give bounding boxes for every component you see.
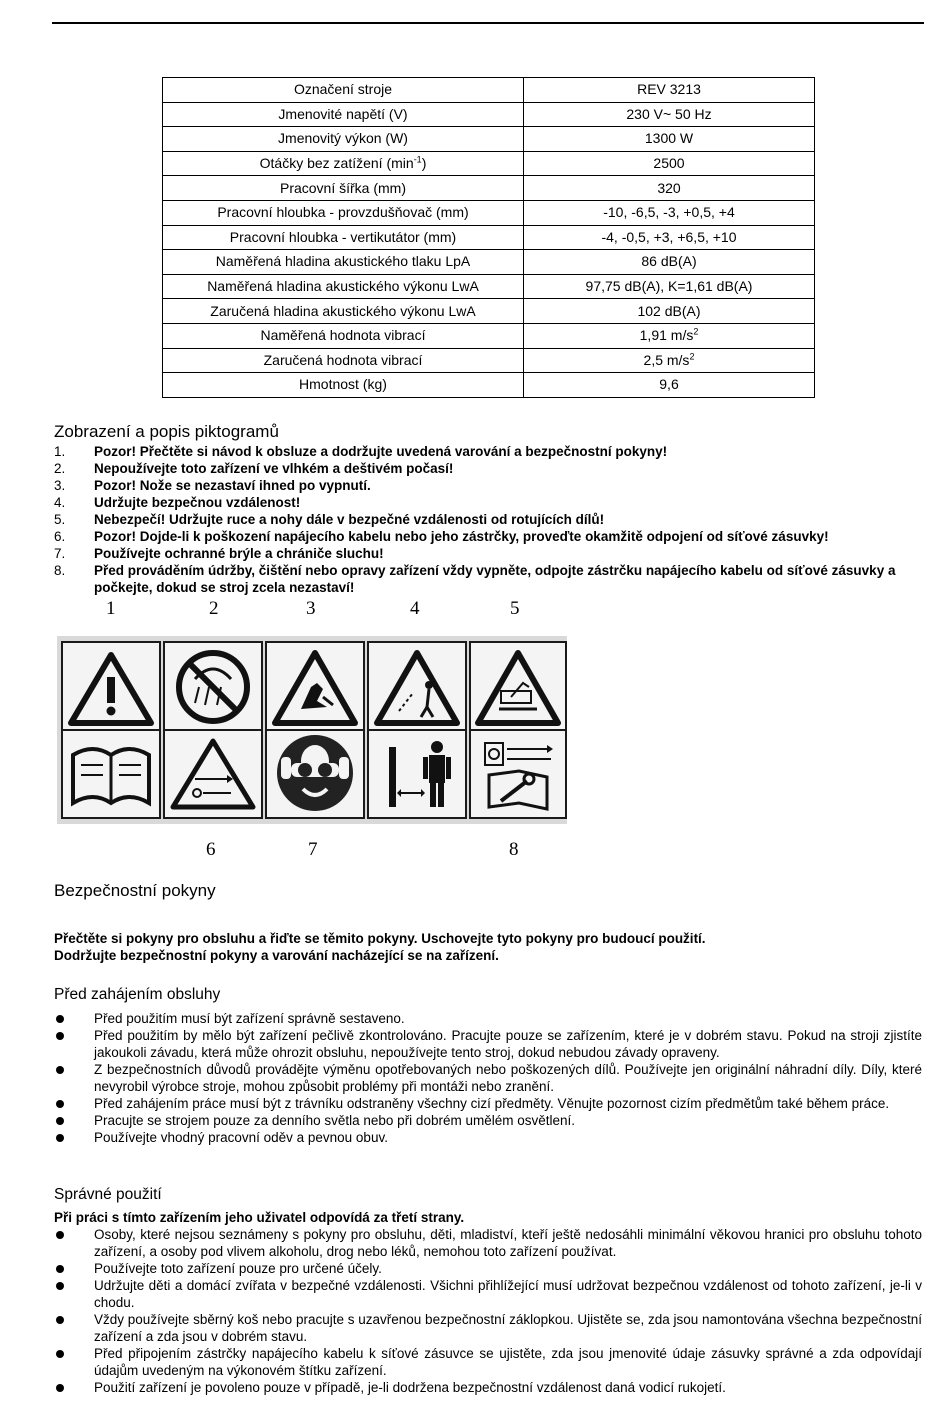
pictogram-item-text: Udržujte bezpečnou vzdálenost!: [94, 495, 301, 510]
spec-value: 1,91 $m/s^2$: [524, 323, 815, 348]
bullet-icon: [56, 1231, 64, 1239]
list-item: [54, 1010, 922, 1027]
pictogram-item-number: 4.: [54, 495, 66, 510]
spec-value: 2500: [524, 151, 815, 176]
list-item-text: Udržujte děti a domácí zvířata v bezpečné vzdálenosti. Všichni přihlížející musí udržovat bezpečnou vzdálenost od tohoto zařízení, je-li v chodu.: [94, 1278, 922, 1310]
pictogram-number: 1: [106, 598, 116, 619]
list-item-text: Před použitím by mělo být zařízení pečlivě zkontrolováno. Pracujte pouze se zařízením, které je v dobrém stavu. Pokud na stroji zjistíte jakoukoli závadu, která může ohrozit obsluhu, nepoužívejte tento stroj, dokud nebudou závady opraveny.: [94, 1028, 922, 1060]
bullet-icon: [56, 1282, 64, 1290]
pictogram-item: [54, 528, 924, 545]
safety-intro: [54, 930, 924, 964]
list-item: [54, 1061, 922, 1095]
safety-heading: Bezpečnostní pokyny: [54, 881, 216, 900]
spec-label: Pracovní hloubka - vertikutátor (mm): [163, 225, 524, 250]
spec-value: 86 dB(A): [524, 250, 815, 275]
pictogram-item-text: Před prováděním údržby, čištění nebo opravy zařízení vždy vypněte, odpojte zástrčku napájecího kabelu od síťové zásuvky a počkejte, dokud se stroj zcela nezastaví!: [94, 563, 896, 595]
spec-label: Zaručená hladina akustického výkonu LwA: [163, 299, 524, 324]
pictogram-number: 3: [306, 598, 316, 619]
spec-label: Hmotnost (kg): [163, 373, 524, 398]
spec-row: [163, 299, 815, 324]
warning-book-icon: [61, 641, 161, 819]
spec-label: Jmenovitý výkon (W): [163, 127, 524, 152]
no-rain-icon: [163, 641, 263, 819]
spec-value: REV 3213: [524, 78, 815, 103]
list-item-text: Před zahájením práce musí být z trávníku odstraněny všechny cizí předměty. Věnujte pozornost cizím předmětům také během práce.: [94, 1096, 890, 1111]
pictogram-item-number: 5.: [54, 512, 66, 527]
spec-value: 320: [524, 176, 815, 201]
bullet-icon: [56, 1100, 64, 1108]
list-item: [54, 1311, 922, 1345]
spec-value: 9,6: [524, 373, 815, 398]
pictogram-item-number: 1.: [54, 444, 66, 459]
bullet-icon: [56, 1134, 64, 1142]
list-item-text: Osoby, které nejsou seznámeny s pokyny pro obsluhu, děti, mladiství, kteří ještě nedosáhli minimální věkovou hranici pro obsluhu tohoto zařízení, a osoby pod vlivem alkoholu, drog nebo léků, nemohou toto zařízení používat.: [94, 1227, 922, 1259]
spec-row: [163, 250, 815, 275]
spec-value: -4, -0,5, +3, +6,5, +10: [524, 225, 815, 250]
bullet-icon: [56, 1350, 64, 1358]
spec-value: 230 V~ 50 Hz: [524, 102, 815, 127]
pictogram-item-number: 7.: [54, 546, 66, 561]
spec-label: Otáčky bez zatížení $(\min^{-1})$: [163, 151, 524, 176]
proper-use-heading: Správné použití: [54, 1186, 162, 1203]
spec-label: Zaručená hodnota vibrací: [163, 348, 524, 373]
safety-intro-line: Dodržujte bezpečnostní pokyny a varování nacházející se na zařízení.: [54, 948, 499, 963]
spec-row: [163, 225, 815, 250]
bullet-icon: [56, 1265, 64, 1273]
safety-intro-line: Přečtěte si pokyny pro obsluhu a řiďte se těmito pokyny. Uschovejte tyto pokyny pro budoucí použití.: [54, 931, 706, 946]
spec-value: 102 dB(A): [524, 299, 815, 324]
list-item-text: Použití zařízení je povoleno pouze v případě, je-li dodržena bezpečnostní vzdálenost daná vodicí rukojetí.: [94, 1380, 726, 1395]
spec-label: Pracovní hloubka - provzdušňovač (mm): [163, 200, 524, 225]
spec-value: -10, -6,5, -3, +0,5, +4: [524, 200, 815, 225]
pictogram-item: [54, 545, 924, 562]
list-item: [54, 1129, 922, 1146]
proper-use-lead: Při práci s tímto zařízením jeho uživatel odpovídá za třetí strany.: [54, 1210, 465, 1225]
pictogram-item-text: Nebezpečí! Udržujte ruce a nohy dále v bezpečné vzdálenosti od rotujících dílů!: [94, 512, 605, 527]
spec-label: Jmenovité napětí (V): [163, 102, 524, 127]
pictogram-number: 5: [510, 598, 520, 619]
pictogram-item-text: Pozor! Přečtěte si návod k obsluze a dodržujte uvedená varování a bezpečnostní pokyny!: [94, 444, 668, 459]
pictogram-item: [54, 494, 924, 511]
spec-row: [163, 348, 815, 373]
list-item: [54, 1277, 922, 1311]
pictogram-panel: [57, 636, 567, 824]
spec-row: [163, 176, 815, 201]
bullet-icon: [56, 1117, 64, 1125]
pictogram-number: 2: [209, 598, 219, 619]
spec-label: Pracovní šířka (mm): [163, 176, 524, 201]
pictogram-item-number: 8.: [54, 563, 66, 578]
spec-row: [163, 102, 815, 127]
list-item: [54, 1379, 922, 1396]
pictogram-item: [54, 443, 924, 460]
spec-row: [163, 151, 815, 176]
top-rule: [52, 22, 924, 24]
spec-row: [163, 373, 815, 398]
spec-label: Naměřená hodnota vibrací: [163, 323, 524, 348]
bullet-icon: [56, 1384, 64, 1392]
spec-table: [162, 77, 815, 398]
list-item: [54, 1345, 922, 1379]
pictogram-item-number: 6.: [54, 529, 66, 544]
pictogram-item-text: Pozor! Dojde-li k poškození napájecího kabelu nebo jeho zástrčky, proveďte okamžitě odpojení od síťové zásuvky!: [94, 529, 829, 544]
pictogram-item-number: 3.: [54, 478, 66, 493]
bullet-icon: [56, 1015, 64, 1023]
pictogram-item: [54, 477, 924, 494]
pictogram-number: 4: [410, 598, 420, 619]
list-item-text: Z bezpečnostních důvodů provádějte výměnu opotřebovaných nebo poškozených dílů. Používejte jen originální náhradní díly. Díly, které nevyrobil výrobce stroje, mohou způsobit problémy při montáži nebo zranění.: [94, 1062, 922, 1094]
list-item-text: Před použitím musí být zařízení správně sestaveno.: [94, 1011, 405, 1026]
pictogram-item-text: Pozor! Nože se nezastaví ihned po vypnutí.: [94, 478, 371, 493]
pictogram-number: 6: [206, 839, 216, 860]
bullet-icon: [56, 1032, 64, 1040]
bullet-icon: [56, 1066, 64, 1074]
spec-row: [163, 274, 815, 299]
list-item: [54, 1112, 922, 1129]
before-operation-list: [54, 1010, 922, 1146]
before-operation-heading: Před zahájením obsluhy: [54, 986, 221, 1003]
spec-row: [163, 200, 815, 225]
pictogram-list: [54, 443, 924, 596]
spec-value: 1300 W: [524, 127, 815, 152]
pictogram-item: [54, 460, 924, 477]
pictogram-number: 8: [509, 839, 519, 860]
list-item: [54, 1095, 922, 1112]
spec-label: Naměřená hladina akustického tlaku LpA: [163, 250, 524, 275]
pictogram-item-text: Používejte ochranné brýle a chrániče sluchu!: [94, 546, 384, 561]
list-item: [54, 1027, 922, 1061]
blade-hazard-icon: [265, 641, 365, 819]
list-item: [54, 1260, 922, 1277]
spec-label: Naměřená hladina akustického výkonu LwA: [163, 274, 524, 299]
pictogram-item: [54, 511, 924, 528]
proper-use-list: [54, 1226, 922, 1396]
spec-row: [163, 78, 815, 103]
spec-label: Označení stroje: [163, 78, 524, 103]
thrown-objects-icon: [367, 641, 467, 819]
spec-row: [163, 323, 815, 348]
list-item-text: Používejte toto zařízení pouze pro určené účely.: [94, 1261, 382, 1276]
bullet-icon: [56, 1316, 64, 1324]
spec-row: [163, 127, 815, 152]
pictogram-number: 7: [308, 839, 318, 860]
list-item-text: Před připojením zástrčky napájecího kabelu k síťové zásuvce se ujistěte, zda jsou jmenovité údaje zásuvky správné a zda odpovídají údajům uvedeným na výkonovém štítku zařízení.: [94, 1346, 922, 1378]
list-item-text: Pracujte se strojem pouze za denního světla nebo při dobrém umělém osvětlení.: [94, 1113, 576, 1128]
spec-value: 2,5 $m/s^2$: [524, 348, 815, 373]
rotating-parts-icon: [469, 641, 567, 819]
list-item-text: Vždy používejte sběrný koš nebo pracujte s uzavřenou bezpečnostní záklopkou. Ujistěte se, zda jsou namontována všechna bezpečnostní zařízení a zda jsou v dobrém stavu.: [94, 1312, 922, 1344]
list-item: [54, 1226, 922, 1260]
pictogram-item-text: Nepoužívejte toto zařízení ve vlhkém a deštivém počasí!: [94, 461, 454, 476]
pictograms-heading: Zobrazení a popis piktogramů: [54, 422, 279, 441]
spec-value: 97,75 dB(A), K=1,61 dB(A): [524, 274, 815, 299]
list-item-text: Používejte vhodný pracovní oděv a pevnou obuv.: [94, 1130, 388, 1145]
pictogram-item: [54, 562, 924, 596]
pictogram-item-number: 2.: [54, 461, 66, 476]
